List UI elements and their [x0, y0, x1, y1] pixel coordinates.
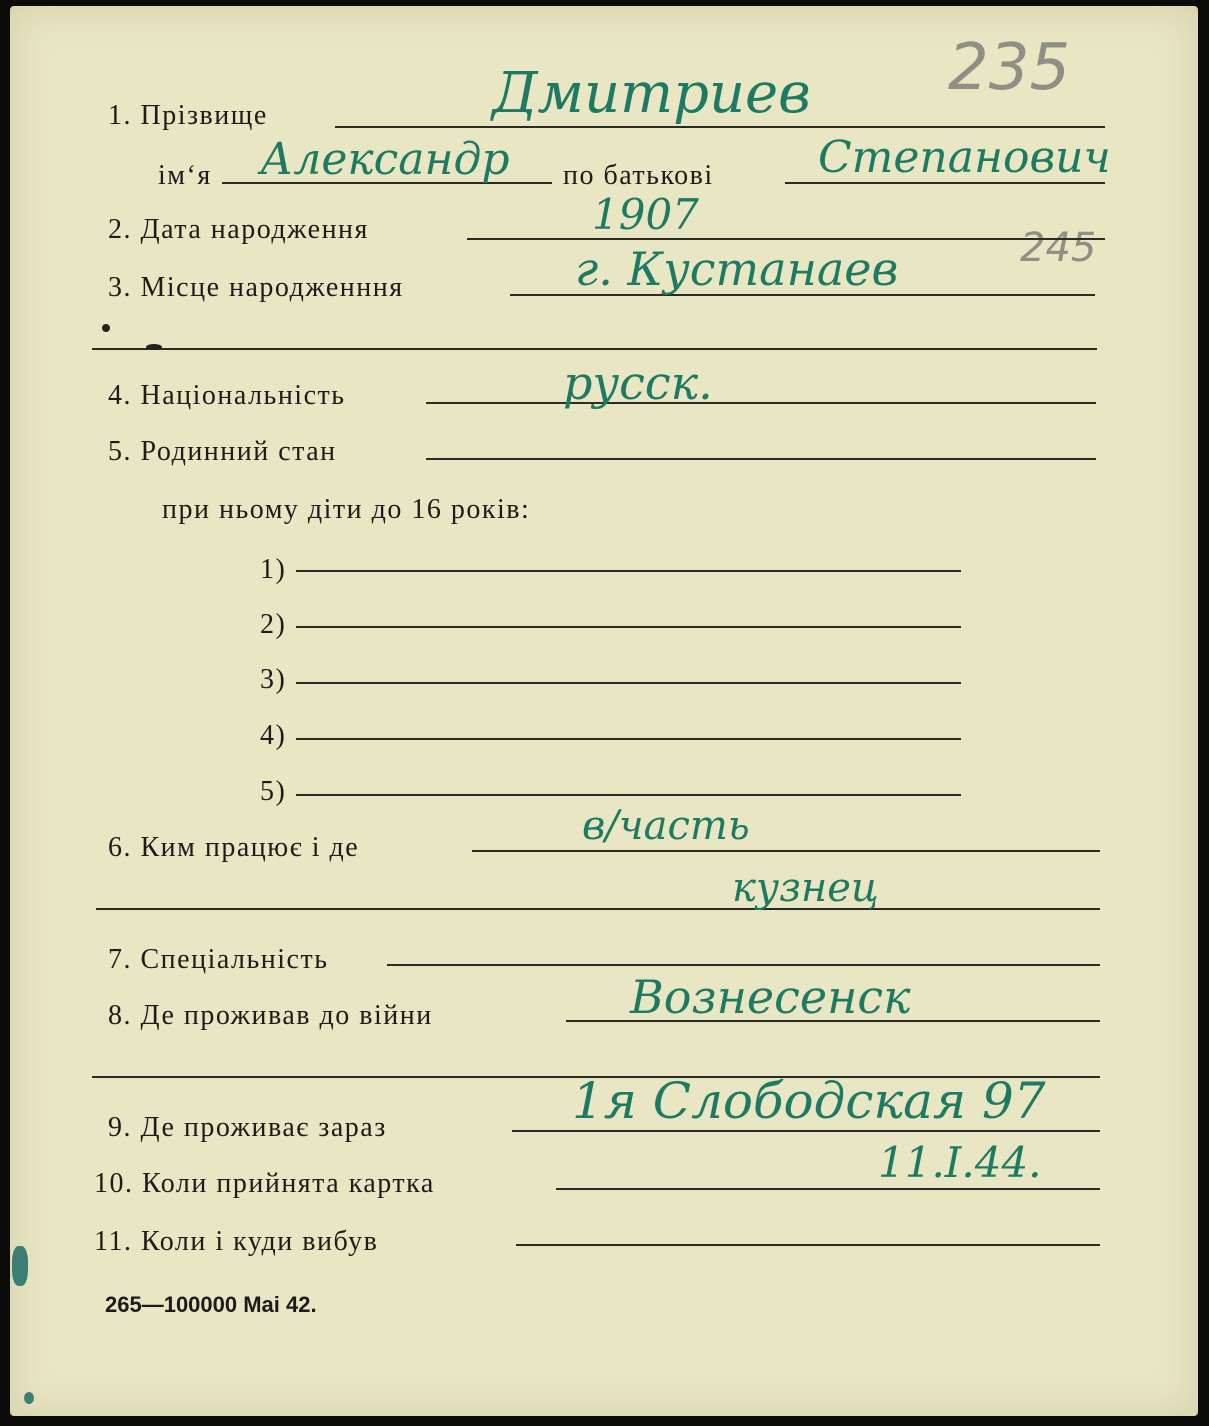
current-residence-line: [512, 1130, 1100, 1132]
label-child-1: 1): [260, 554, 287, 585]
patronymic-value: Степанович: [818, 132, 1111, 183]
pencil-number-top: 235: [948, 31, 1071, 105]
work-value-2: кузнец: [732, 865, 879, 911]
label-current-residence: 9. Де проживає зараз: [108, 1112, 387, 1143]
work-value-1: в/часть: [582, 803, 750, 849]
birth-place-value: г. Кустанаев: [575, 242, 899, 296]
label-child-3: 3): [260, 664, 287, 695]
birth-year-value: 1907: [592, 190, 699, 239]
label-birth-date: 2. Дата народження: [108, 214, 369, 245]
label-children: при ньому діти до 16 років:: [162, 494, 531, 525]
work-line: [472, 850, 1100, 852]
card-accepted-line: [556, 1188, 1100, 1190]
current-residence-value: 1я Слободская 97: [572, 1072, 1046, 1130]
ink-stain-bottom-left: [24, 1392, 34, 1404]
birth-date-line: [467, 238, 1105, 240]
label-speciality: 7. Спеціальність: [108, 944, 329, 975]
child-2-line: [296, 626, 961, 628]
child-1-line: [296, 570, 961, 572]
child-3-line: [296, 682, 961, 684]
first-name-value: Александр: [260, 134, 510, 185]
marital-status-line: [426, 458, 1096, 460]
work-line-2: [96, 908, 1100, 910]
surname-line: [335, 126, 1105, 128]
print-run-note: 265—100000 Mai 42.: [105, 1292, 317, 1317]
pencil-number-side: 245: [1020, 225, 1097, 271]
label-prewar-residence: 8. Де проживав до війни: [108, 1000, 433, 1031]
prewar-residence-value: Вознесенск: [630, 970, 911, 1024]
ink-dot-2: [146, 344, 162, 350]
label-work: 6. Ким працює і де: [108, 832, 360, 863]
label-surname: 1. Прізвище: [108, 100, 268, 131]
label-child-2: 2): [260, 609, 287, 640]
birth-place-line-2: [92, 348, 1097, 350]
ink-dot: [102, 324, 110, 332]
child-5-line: [296, 794, 961, 796]
registration-card: [10, 6, 1198, 1416]
label-marital-status: 5. Родинний стан: [108, 436, 337, 467]
speciality-line: [387, 964, 1100, 966]
card-accepted-value: 11.I.44.: [878, 1138, 1042, 1187]
label-first-name: імʻя: [158, 160, 212, 191]
label-card-accepted: 10. Коли прийнята картка: [94, 1168, 435, 1199]
label-child-4: 4): [260, 720, 287, 751]
label-child-5: 5): [260, 776, 287, 807]
surname-value: Дмитриев: [492, 61, 811, 126]
label-patronymic: по батькові: [563, 160, 714, 191]
departed-line: [516, 1244, 1100, 1246]
label-nationality: 4. Національність: [108, 380, 346, 411]
label-departed: 11. Коли і куди вибув: [94, 1226, 379, 1257]
ink-stain-left: [12, 1246, 28, 1286]
label-birth-place: 3. Місце народженння: [108, 272, 404, 303]
child-4-line: [296, 738, 961, 740]
nationality-value: русск.: [563, 356, 713, 410]
nationality-line: [426, 402, 1096, 404]
